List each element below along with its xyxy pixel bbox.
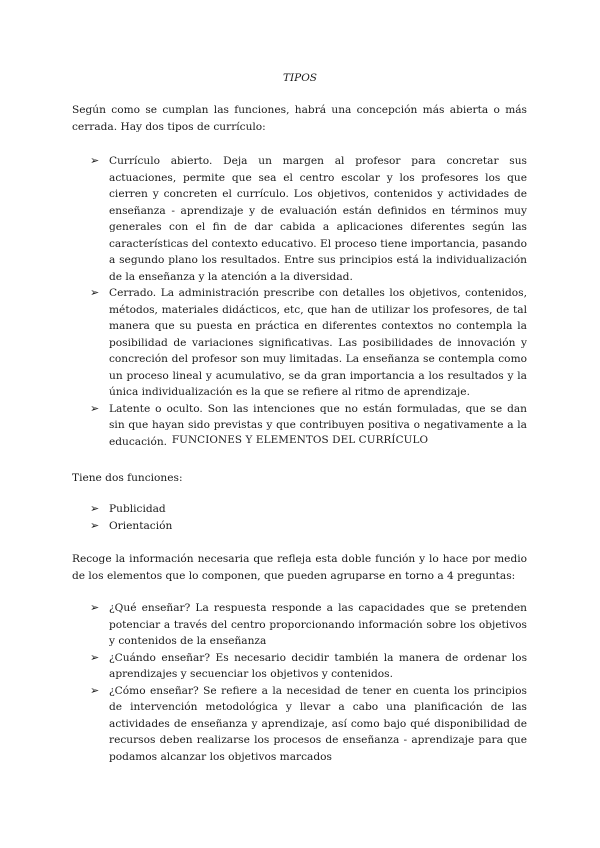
questions-list <box>90 600 527 765</box>
list-item-text: Publicidad <box>109 503 166 515</box>
list-item <box>90 600 527 650</box>
section-title-tipos: TIPOS <box>282 72 318 84</box>
tipos-intro-paragraph: Según como se cumplan las funciones, habrá una concepción más abierta o más cerrada. Hay dos tipos de currículo: <box>72 104 527 133</box>
list-item-text: ¿Cómo enseñar? Se refiere a la necesidad de tener en cuenta los principios de intervención metodológica y llevar a cabo una planificación de las actividades de enseñanza y aprendizaje, así como bajo qué disponibilidad de recursos deben realizarse los procesos de enseñanza - aprendizaje para que podamos alcanzar los objetivos marcados <box>109 684 527 763</box>
arrow-bullet-icon: ➢ <box>90 401 100 415</box>
list-item <box>90 683 527 766</box>
arrow-bullet-icon: ➢ <box>90 683 100 697</box>
list-item <box>90 518 527 535</box>
list-item <box>90 153 527 285</box>
list-item-text: Currículo abierto. Deja un margen al profesor para concretar sus actuaciones, permite que sea el centro escolar y los profesores los que cierren y concreten el currículo. Los objetivos, contenidos y actividades de enseñanza - aprendizaje y de evaluación están definidos en términos muy generales con el fin de dar cabida a aplicaciones diferentes según las características del contexto educativo. El proceso tiene importancia, pasando a segundo plano los resultados. Entre sus principios está la individualización de la enseñanza y la atención a la diversidad. <box>109 155 527 283</box>
list-item <box>90 501 527 518</box>
arrow-bullet-icon: ➢ <box>90 502 100 515</box>
list-item <box>90 650 527 683</box>
list-item-text: ¿Cuándo enseñar? Es necesario decidir también la manera de ordenar los aprendizajes y secuenciar los objetivos y contenidos. <box>109 651 527 680</box>
funciones-intro: Tiene dos funciones: <box>72 472 183 484</box>
funciones-paragraph: Recoge la información necesaria que refleja esta doble función y lo hace por medio de los elementos que lo componen, que pueden agruparse en torno a 4 preguntas: <box>72 553 527 582</box>
arrow-bullet-icon: ➢ <box>90 601 100 614</box>
list-item-text: Orientación <box>109 519 173 532</box>
arrow-bullet-icon: ➢ <box>90 154 100 167</box>
list-item-text: Cerrado. La administración prescribe con detalles los objetivos, contenidos, métodos, materiales didácticos, etc, que han de utilizar los profesores, de tal manera que su puesta en práctica en diferentes contextos no contempla la posibilidad de variaciones significativas. Las posibilidades de innovación y concreción del profesor son muy limitadas. La enseñanza se contempla como un proceso lineal y acumulativo, se da gran importancia a los resultados y la única individualización es la que se refiere al ritmo de aprendizaje. <box>109 287 527 398</box>
funciones-list <box>90 501 527 534</box>
list-item-text: Latente o oculto. Son las intenciones que no están formuladas, que se dan sin que hayan sido previstas y que contribuyen positiva o negativamente a la educación. <box>109 402 527 448</box>
arrow-bullet-icon: ➢ <box>90 650 100 664</box>
arrow-bullet-icon: ➢ <box>90 286 100 299</box>
tipos-list <box>90 153 527 450</box>
arrow-bullet-icon: ➢ <box>90 518 100 532</box>
section-heading-funciones: FUNCIONES Y ELEMENTOS DEL CURRÍCULO <box>171 434 429 446</box>
list-item <box>90 285 527 401</box>
list-item-text: ¿Qué enseñar? La respuesta responde a las capacidades que se pretenden potenciar a través del centro proporcionando información sobre los objetivos y contenidos de la enseñanza <box>109 602 527 647</box>
